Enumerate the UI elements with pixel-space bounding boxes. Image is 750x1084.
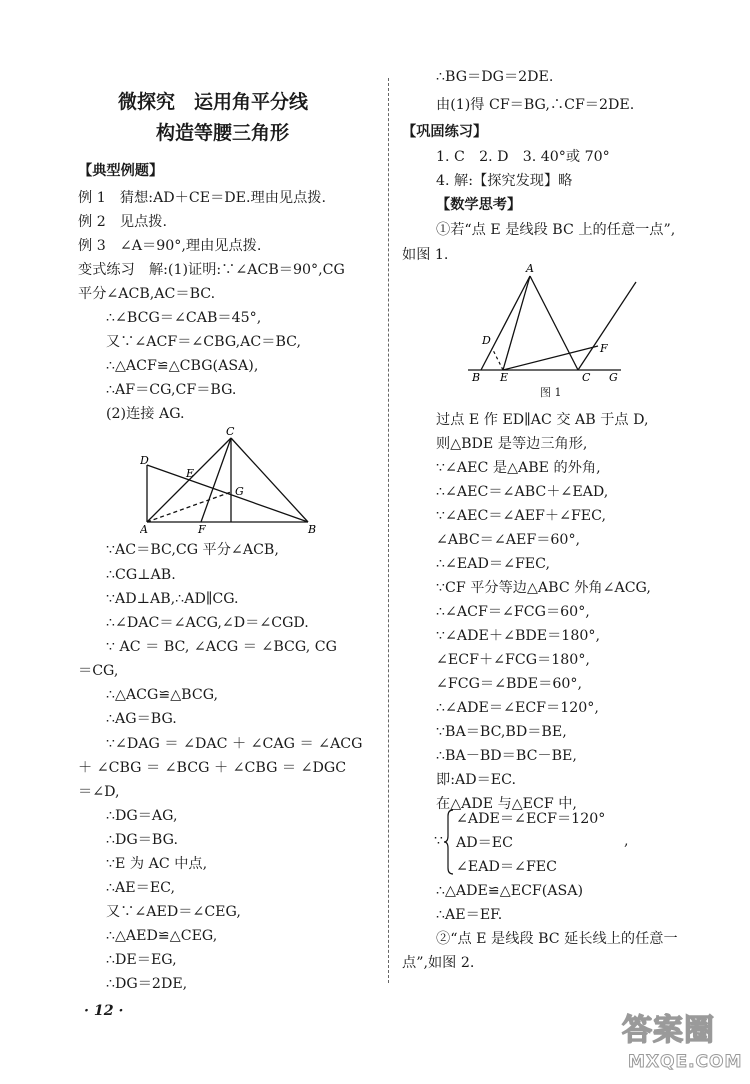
- point-label-f: F: [600, 342, 608, 355]
- text-line: ∴△ACG≌△BCG,: [106, 687, 219, 703]
- text-line: ∵∠DAG ＝ ∠DAC ＋ ∠CAG ＝ ∠ACG: [106, 736, 363, 752]
- point-label-d: D: [482, 334, 491, 347]
- text-line: 平分∠ACB,AC＝BC.: [78, 286, 216, 302]
- text-line: ∴AE＝EF.: [436, 907, 503, 923]
- text-line: 1. C 2. D 3. 40°或 70°: [436, 149, 610, 165]
- text-line: ∵CF 平分等边△ABC 外角∠ACG,: [436, 580, 651, 596]
- text-line: ∵AC＝BC,CG 平分∠ACB,: [106, 542, 279, 558]
- system-trailing-comma: ,: [624, 833, 629, 849]
- point-label-c: C: [582, 371, 591, 384]
- point-label-c: C: [226, 425, 235, 438]
- page-title-line2: 构造等腰三角形: [156, 122, 290, 144]
- watermark-top: 答案圈: [622, 1013, 715, 1048]
- text-line: 变式练习 解:(1)证明:∵∠ACB＝90°,CG: [78, 262, 345, 278]
- text-line: ∠ABC＝∠AEF＝60°,: [436, 532, 581, 548]
- page-number: · 12 ·: [84, 1003, 124, 1019]
- text-line: ∴△AED≌△CEG,: [106, 928, 218, 944]
- text-line: ①若“点 E 是线段 BC 上的任意一点”,: [436, 222, 676, 238]
- section-heading: 【典型例题】: [78, 163, 164, 179]
- page-title-line1: 微探究 运用角平分线: [118, 91, 309, 113]
- point-label-g: G: [609, 371, 618, 384]
- text-line: ∴AE＝EC,: [106, 880, 176, 896]
- text-line: 例 1 猜想:AD＋CE＝DE.理由见点拨.: [78, 190, 326, 206]
- text-line: 点”,如图 2.: [402, 955, 475, 971]
- point-label-e: E: [186, 467, 195, 480]
- point-label-a: A: [526, 262, 534, 275]
- because-symbol: ∵: [434, 833, 444, 849]
- text-line: (2)连接 AG.: [106, 406, 185, 422]
- text-line: 又∵∠ACF＝∠CBG,AC＝BC,: [106, 334, 302, 350]
- column-divider: [388, 78, 389, 983]
- text-line: ∴△ADE≌△ECF(ASA): [436, 883, 584, 899]
- text-line: ＝CG,: [78, 663, 119, 679]
- text-line: 又∵∠AED＝∠CEG,: [106, 904, 241, 920]
- point-label-f: F: [198, 523, 206, 536]
- figure-caption: 图 1: [540, 386, 562, 399]
- text-line: ∵BA＝BC,BD＝BE,: [436, 724, 567, 740]
- text-line: ②“点 E 是线段 BC 延长线上的任意一: [436, 931, 678, 947]
- text-line: ∴BG＝DG＝2DE.: [436, 69, 554, 85]
- text-line: ∵ AC ＝ BC, ∠ACG ＝ ∠BCG, CG: [106, 639, 337, 655]
- text-line: ∠FCG＝∠BDE＝60°,: [436, 676, 582, 692]
- text-line: ∴AF＝CG,CF＝BG.: [106, 382, 237, 398]
- text-line: ∵E 为 AC 中点,: [106, 856, 208, 872]
- text-line: ∴DG＝BG.: [106, 832, 178, 848]
- point-label-e: E: [500, 371, 509, 384]
- brace-symbol: [444, 808, 454, 876]
- point-label-b: B: [308, 523, 317, 536]
- watermark: [616, 1010, 743, 1078]
- point-label-d: D: [140, 454, 149, 467]
- geometry-figure-1: [466, 262, 646, 384]
- text-line: 如图 1.: [402, 247, 449, 263]
- system-equation-2: AD＝EC: [456, 835, 514, 851]
- section-heading: 【巩固练习】: [402, 124, 488, 140]
- text-line: ∵∠AEC＝∠AEF＋∠FEC,: [436, 508, 607, 524]
- text-line: ∴∠EAD＝∠FEC,: [436, 556, 551, 572]
- text-line: ∴∠ADE＝∠ECF＝120°,: [436, 700, 599, 716]
- text-line: ∵AD⊥AB,∴AD∥CG.: [106, 591, 239, 607]
- text-line: ∠ECF＋∠FCG＝180°,: [436, 652, 590, 668]
- system-equation-3: ∠EAD＝∠FEC: [456, 859, 557, 875]
- point-label-b: B: [472, 371, 481, 384]
- text-line: ∴BA－BD＝BC－BE,: [436, 748, 577, 764]
- section-heading: 【数学思考】: [436, 197, 522, 213]
- text-line: ∵∠AEC 是△ABE 的外角,: [436, 460, 601, 476]
- text-line: ∴AG＝BG.: [106, 711, 177, 727]
- text-line: ∴△ACF≌△CBG(ASA),: [106, 358, 259, 374]
- text-line: ＋ ∠CBG ＝ ∠BCG ＋ ∠CBG ＝ ∠DGC: [78, 760, 347, 776]
- text-line: 例 3 ∠A＝90°,理由见点拨.: [78, 238, 262, 254]
- text-line: 则△BDE 是等边三角形,: [436, 436, 588, 452]
- geometry-figure-left: [140, 425, 320, 537]
- point-label-g: G: [235, 485, 244, 498]
- watermark-bottom: MXQE.COM: [628, 1052, 743, 1072]
- text-line: ∴DG＝AG,: [106, 808, 178, 824]
- text-line: ∴∠ACF＝∠FCG＝60°,: [436, 604, 590, 620]
- text-line: 例 2 见点拨.: [78, 214, 167, 230]
- text-line: ∴DE＝EG,: [106, 952, 177, 968]
- text-line: ∴∠DAC＝∠ACG,∠D＝∠CGD.: [106, 615, 309, 631]
- text-line: 由(1)得 CF＝BG,∴CF＝2DE.: [436, 97, 635, 113]
- text-line: ∴∠BCG＝∠CAB＝45°,: [106, 310, 262, 326]
- text-line: ＝∠D,: [78, 784, 120, 800]
- text-line: 过点 E 作 ED∥AC 交 AB 于点 D,: [436, 412, 649, 428]
- text-line: ∴∠AEC＝∠ABC＋∠EAD,: [436, 484, 609, 500]
- system-equation-1: ∠ADE＝∠ECF＝120°: [456, 811, 606, 827]
- text-line: ∵∠ADE＋∠BDE＝180°,: [436, 628, 600, 644]
- point-label-a: A: [140, 523, 148, 536]
- text-line: 4. 解:【探究发现】略: [436, 173, 573, 189]
- text-line: 在△ADE 与△ECF 中,: [436, 796, 577, 812]
- text-line: ∴DG＝2DE,: [106, 976, 188, 992]
- text-line: 即:AD＝EC.: [436, 772, 516, 788]
- text-line: ∴CG⊥AB.: [106, 567, 176, 583]
